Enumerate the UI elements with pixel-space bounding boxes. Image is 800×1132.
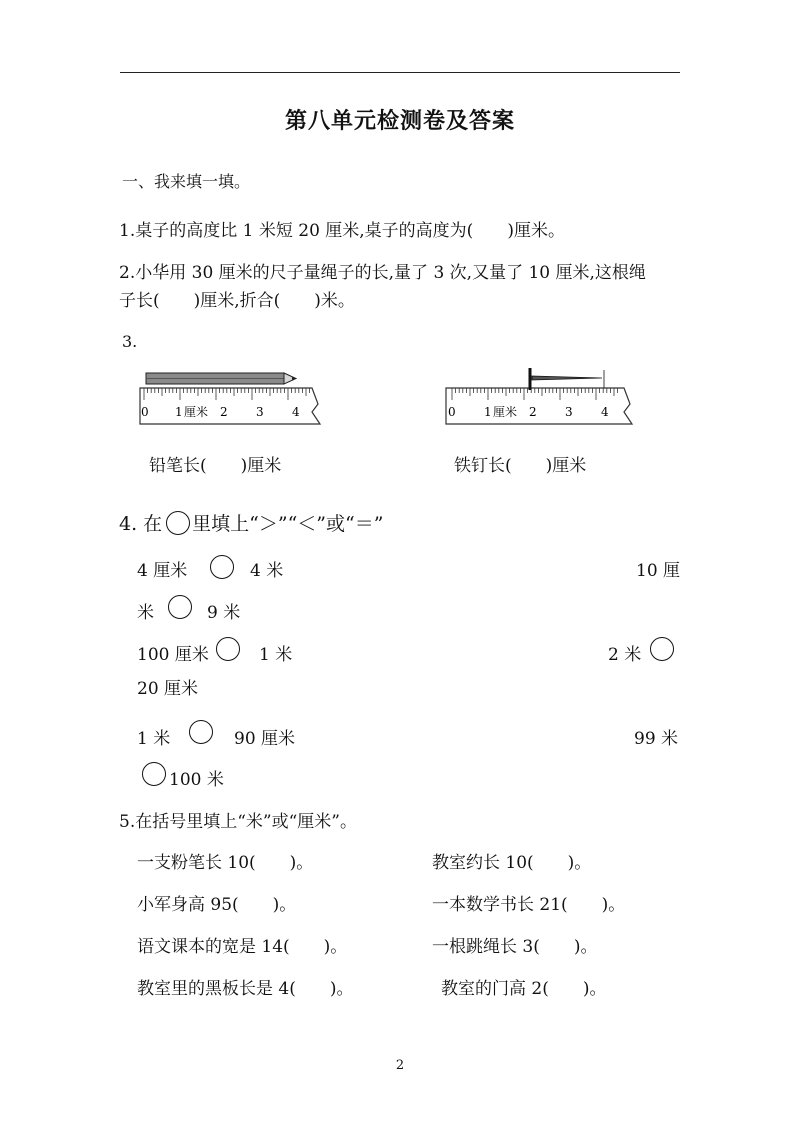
- ruler-unit-label: 厘米: [184, 405, 209, 419]
- compare-circle[interactable]: [142, 762, 166, 786]
- q4-item-d-right: 20 厘米: [137, 679, 199, 699]
- ruler: [140, 388, 320, 424]
- ruler-tick-label: 1: [175, 405, 183, 419]
- ruler: [446, 388, 632, 424]
- q5-item: 教室约长 10( )。: [432, 853, 592, 873]
- q4-item-a-left: 4 厘米: [137, 561, 188, 581]
- q5-item: 教室里的黑板长是 4( )。: [137, 979, 354, 999]
- q5-item: 语文课本的宽是 14( )。: [137, 937, 348, 957]
- compare-circle[interactable]: [216, 637, 240, 661]
- compare-circle[interactable]: [189, 720, 213, 744]
- pencil-length-caption: 铅笔长( )厘米: [149, 456, 282, 476]
- q4-item-c-left: 100 厘米: [137, 645, 209, 665]
- ruler-tick-label: 3: [256, 405, 264, 419]
- q4-item-b-left: 10 厘: [636, 561, 681, 581]
- ruler-unit-label: 厘米: [493, 405, 518, 419]
- compare-circle[interactable]: [650, 637, 674, 661]
- compare-circle[interactable]: [168, 595, 192, 619]
- ruler-tick-label: 0: [141, 405, 149, 419]
- q5-item: 教室的门高 2( )。: [441, 979, 607, 999]
- question-5-heading: 5.在括号里填上“米”或“厘米”。: [119, 812, 357, 832]
- question-3-label: 3.: [122, 332, 138, 351]
- q4-item-b-right: 9 米: [207, 603, 241, 623]
- q4-item-e-right: 90 厘米: [234, 729, 296, 749]
- question-2-line-2: 子长( )厘米,折合( )米。: [119, 291, 355, 311]
- page-number: 2: [395, 1058, 405, 1073]
- q4-item-b-left-cont: 米: [137, 603, 154, 623]
- nail-length-caption: 铁钉长( )厘米: [454, 456, 587, 476]
- compare-circle[interactable]: [210, 555, 234, 579]
- nail: [530, 368, 604, 390]
- question-1: 1.桌子的高度比 1 米短 20 厘米,桌子的高度为( )厘米。: [119, 221, 565, 241]
- question-2-line-1: 2.小华用 30 厘米的尺子量绳子的长,量了 3 次,又量了 10 厘米,这根绳: [119, 263, 646, 283]
- ruler-tick-label: 0: [448, 405, 456, 419]
- q5-item: 一本数学书长 21( )。: [432, 895, 626, 915]
- pencil: [146, 373, 296, 384]
- q4-item-c-right: 1 米: [259, 645, 293, 665]
- q5-item: 一根跳绳长 3( )。: [432, 937, 598, 957]
- question-4-heading: [119, 510, 383, 539]
- pencil-ruler-figure: [138, 364, 338, 430]
- section-heading: 一、我来填一填。: [122, 172, 251, 191]
- q5-item: 小军身高 95( )。: [137, 895, 297, 915]
- q5-item: 一支粉笔长 10( )。: [137, 853, 314, 873]
- ruler-tick-label: 2: [220, 405, 228, 419]
- ruler-tick-label: 4: [601, 405, 609, 419]
- q4-item-a-right: 4 米: [250, 561, 284, 581]
- ruler-tick-label: 1: [484, 405, 492, 419]
- nail-ruler-figure: [444, 364, 644, 430]
- ruler-tick-label: 4: [292, 405, 300, 419]
- top-rule: [120, 72, 680, 73]
- question-4-prefix: 4. 在: [119, 513, 163, 535]
- blank-circle: [166, 511, 190, 535]
- q4-item-f-left: 99 米: [634, 729, 679, 749]
- q4-item-f-right: 100 米: [169, 770, 224, 790]
- question-4-instruction: 里填上“＞”“＜”或“＝”: [192, 513, 384, 535]
- ruler-tick-label: 2: [529, 405, 537, 419]
- q4-item-e-left: 1 米: [137, 729, 171, 749]
- page-title: 第八单元检测卷及答案: [284, 109, 515, 134]
- q4-item-d-left: 2 米: [608, 645, 642, 665]
- ruler-tick-label: 3: [565, 405, 573, 419]
